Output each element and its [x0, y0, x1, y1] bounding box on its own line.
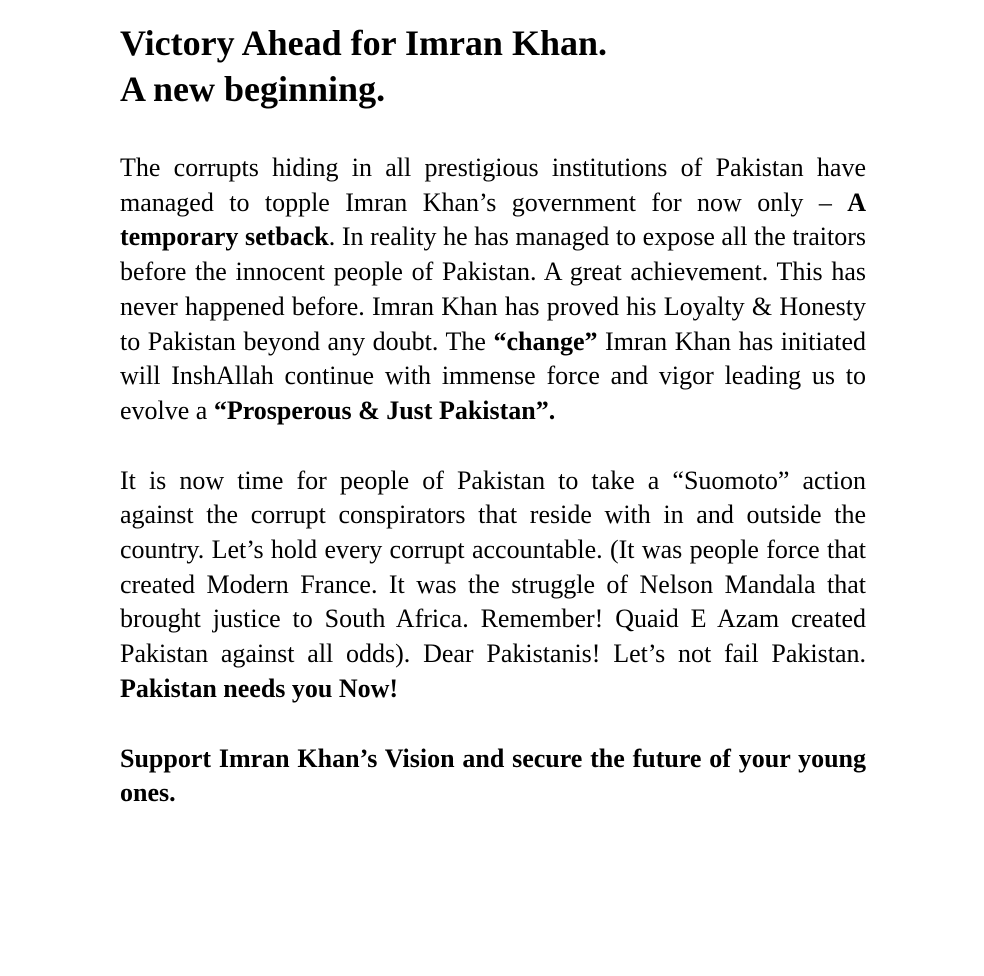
- paragraph-1-text-2: . In reality he has managed to expose all the traitors before the innocent people of Pakistan. A great achievement. This has never happened before. Imran Khan has proved his Loyalty & Honesty to Pakistan beyond any doubt. The: [120, 222, 866, 356]
- paragraph-2-text-1: It is now time for people of Pakistan to take a “Suomoto” action against the corrupt conspirators that reside with in and outside the country. Let’s hold every corrupt accountable. (It was people force that created Modern France. It was the struggle of Nelson Mandala that brought justice to South Africa. Remember! Quaid E Azam created Pakistan against all odds). Dear Pakistanis! Let’s not fail Pakistan.: [120, 465, 866, 669]
- paragraph-2-bold-needs-you: Pakistan needs you Now!: [120, 673, 399, 703]
- title-line-2: A new beginning.: [120, 69, 386, 109]
- document-page: [120, 20, 866, 811]
- paragraph-1: [120, 151, 866, 429]
- paragraph-1-bold-prosperous: “Prosperous & Just Pakistan”.: [213, 395, 556, 425]
- document-title: [120, 20, 866, 112]
- paragraph-1-text-3: Imran Khan has initiated will InshAllah continue with immense force and vigor leading us to evolve a: [120, 326, 866, 425]
- paragraph-1-text-1: The corrupts hiding in all prestigious institutions of Pakistan have managed to topple Imran Khan’s government for now only –: [120, 153, 866, 217]
- paragraph-1-bold-setback: A temporary setback: [120, 187, 866, 252]
- title-line-1: Victory Ahead for Imran Khan.: [120, 23, 608, 63]
- paragraph-2: [120, 464, 866, 707]
- paragraph-3: Support Imran Khan’s Vision and secure the future of your young ones.: [120, 743, 866, 808]
- paragraph-1-bold-change: “change”: [493, 326, 598, 356]
